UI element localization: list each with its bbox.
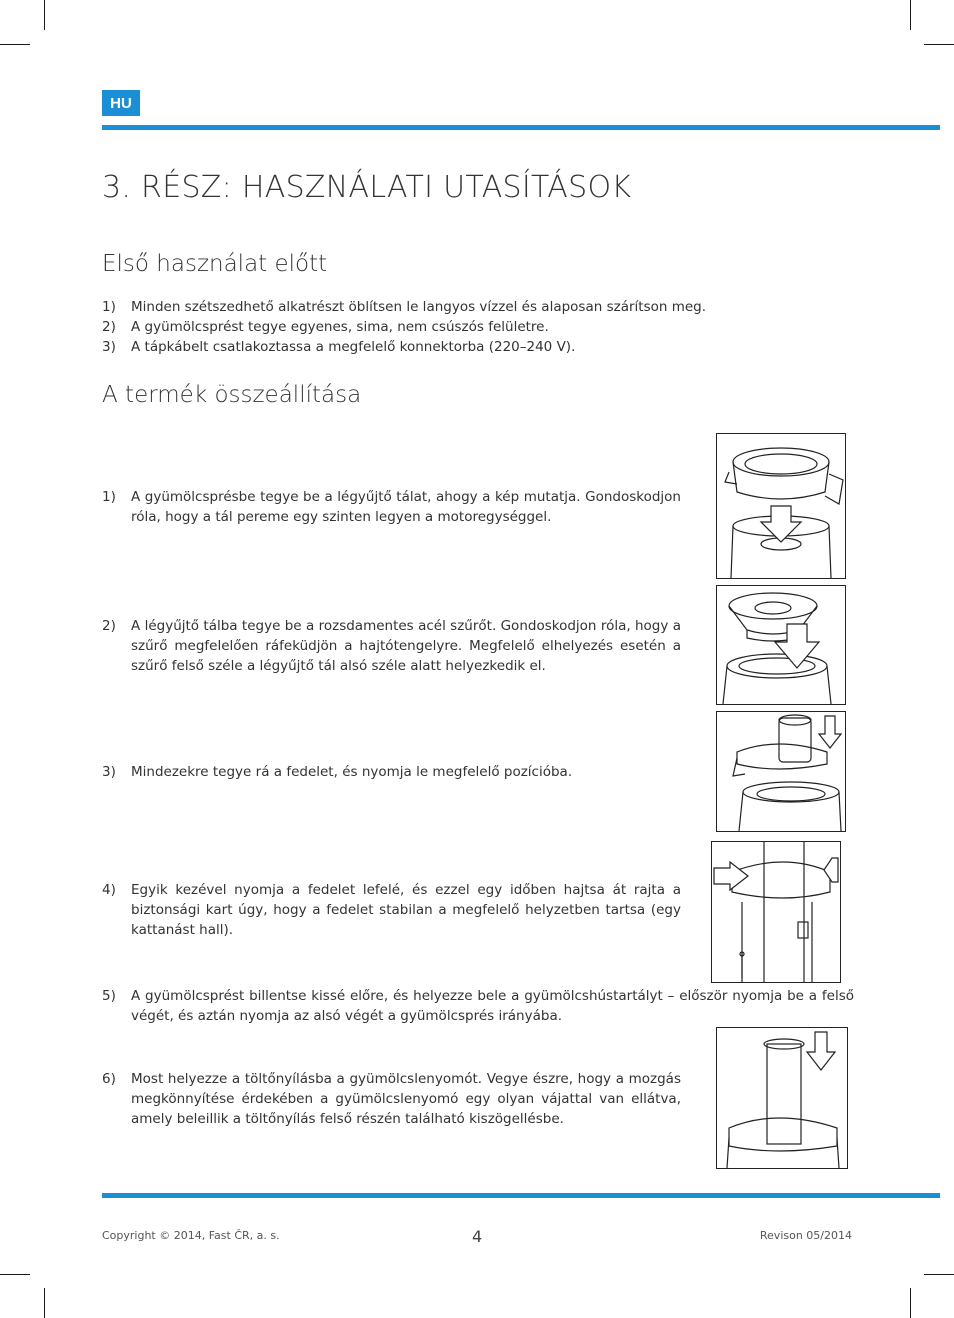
- list-item: 3) A tápkábelt csatlakoztassa a megfelelő konnektorba (220–240 V).: [102, 339, 576, 355]
- section-heading-assembly: A termék összeállítása: [102, 382, 362, 408]
- bowl-assembly-figure: [716, 433, 846, 579]
- header-rule: [102, 125, 940, 130]
- assembly-step-2: 2) A légyűjtő tálba tegye be a rozsdamentes acél szűrőt. Gondoskodjon róla, hogy a szűrő megfelelően ráfeküdjön a hajtótengelyre. Megfelelő elhelyezés esetén a szűrő felső széle a légyűjtő tál alsó széle alatt helyezkedik el.: [102, 618, 681, 674]
- language-badge: HU: [102, 90, 140, 116]
- pusher-figure: [716, 1027, 848, 1169]
- revision-text: Revison 05/2014: [759, 1229, 852, 1242]
- list-item: 1) Minden szétszedhető alkatrészt öblítsen le langyos vízzel és alaposan szárítson meg.: [102, 299, 707, 315]
- crop-mark: [0, 44, 30, 45]
- filter-insert-figure: [716, 585, 846, 705]
- crop-mark: [924, 44, 954, 45]
- assembly-step-5: 5) A gyümölcsprést billentse kissé előre, és helyezze bele a gyümölcshústartályt – először nyomja be a felső végét, és aztán nyomja az alsó végét a gyümölcsprés irányába.: [102, 988, 854, 1024]
- list-item: 2) A gyümölcsprést tegye egyenes, sima, nem csúszós felületre.: [102, 319, 549, 335]
- lid-figure: [716, 711, 846, 832]
- safety-arm-figure: [711, 841, 841, 983]
- assembly-step-6: 6) Most helyezze a töltőnyílásba a gyümölcslenyomót. Vegye észre, hogy a mozgás megkönnyítése érdekében a gyümölcslenyomó egy olyan vájattal van ellátva, amely beleillik a töltőnyílás felső részén található kiszögellésbe.: [102, 1071, 681, 1127]
- crop-mark: [0, 1274, 30, 1275]
- assembly-step-3: 3) Mindezekre tegye rá a fedelet, és nyomja le megfelelő pozícióba.: [102, 764, 573, 780]
- copyright-text: Copyright © 2014, Fast ČR, a. s.: [102, 1229, 280, 1242]
- crop-mark: [910, 1288, 911, 1318]
- section-heading-first-use: Első használat előtt: [102, 251, 328, 277]
- first-use-list: [102, 297, 706, 357]
- page-number: 4: [472, 1227, 483, 1246]
- assembly-step-4: 4) Egyik kezével nyomja a fedelet lefelé, és ezzel egy időben hajtsa át rajta a biztonsági kart úgy, hogy a fedelet stabilan a megfelelő helyzetben tartsa (egy kattanást hall).: [102, 882, 681, 938]
- crop-mark: [44, 1288, 45, 1318]
- crop-mark: [44, 0, 45, 30]
- footer-rule: [102, 1193, 940, 1198]
- crop-mark: [910, 0, 911, 30]
- assembly-step-1: 1) A gyümölcsprésbe tegye be a légyűjtő tálat, ahogy a kép mutatja. Gondoskodjon róla, hogy a tál pereme egy szinten legyen a motoregységgel.: [102, 489, 681, 525]
- crop-mark: [924, 1274, 954, 1275]
- page-title: 3. RÉSZ: HASZNÁLATI UTASÍTÁSOK: [102, 170, 632, 205]
